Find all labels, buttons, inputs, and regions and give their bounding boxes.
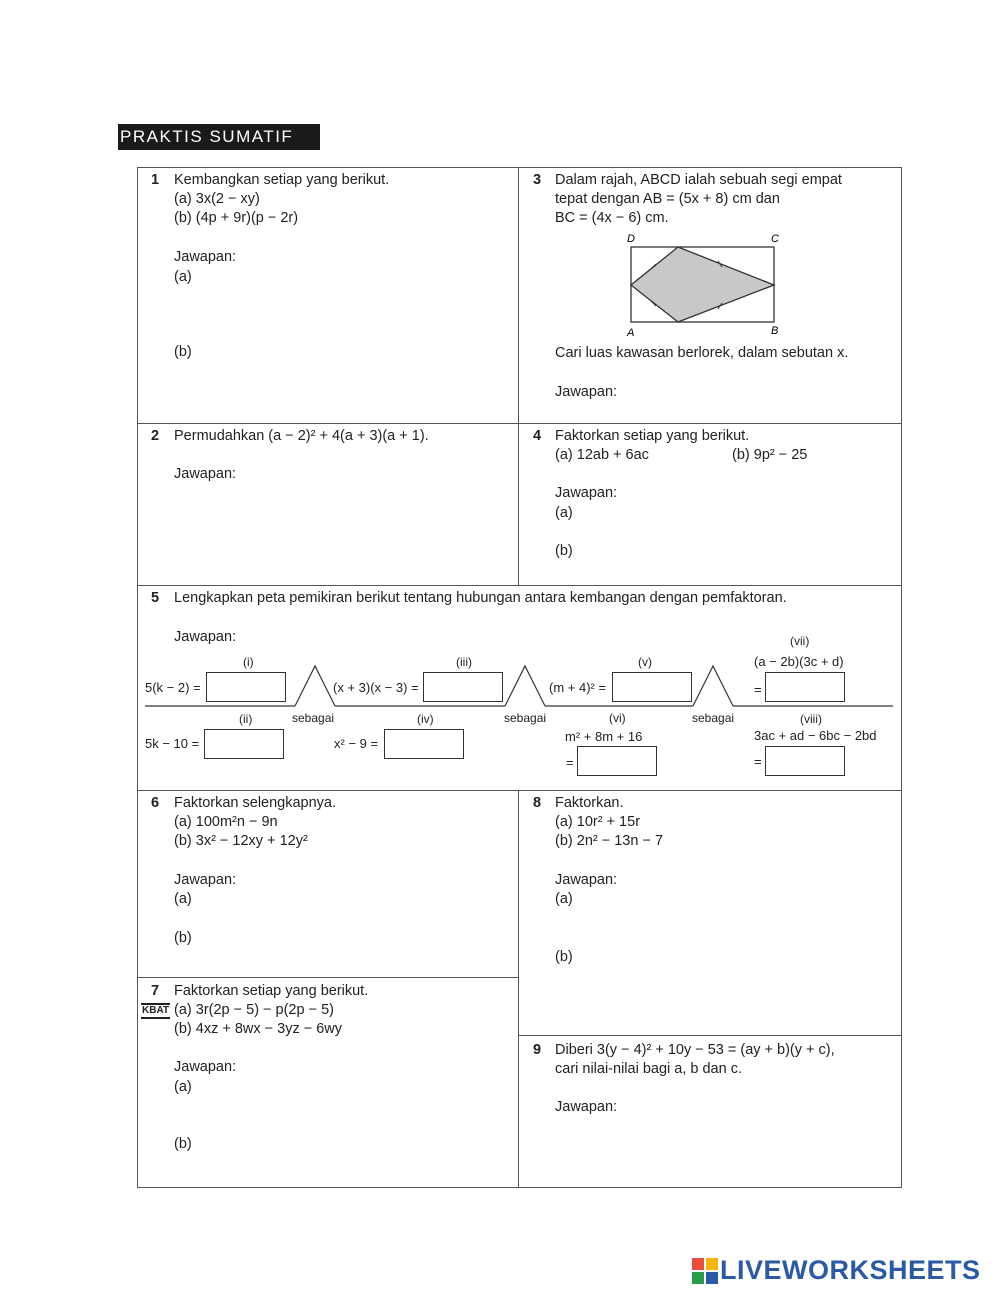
question-stem: Faktorkan setiap yang berikut. <box>174 983 369 999</box>
answer-label[interactable]: Jawapan: <box>555 1099 618 1115</box>
sebagai-label: sebagai <box>692 711 735 725</box>
answer-label[interactable]: Jawapan: <box>555 384 618 400</box>
question-number: 7 <box>151 983 160 999</box>
vertex-label-a: A <box>627 327 635 339</box>
question-number: 2 <box>151 428 160 444</box>
question-stem: cari nilai-nilai bagi a, b dan c. <box>555 1061 742 1077</box>
question-part-b: (b) 3x² − 12xy + 12y² <box>174 833 308 849</box>
box-label-vii: (vii) <box>790 634 810 648</box>
question-stem: Faktorkan setiap yang berikut. <box>555 428 750 444</box>
answer-box-iii[interactable] <box>423 672 503 702</box>
answer-label: Jawapan: <box>174 249 237 265</box>
expression-5: (m + 4)² = <box>549 680 607 695</box>
answer-label[interactable]: Jawapan: <box>174 466 237 482</box>
expression-4: x² − 9 = <box>334 736 379 751</box>
question-part-a: (a) 12ab + 6ac <box>555 447 649 463</box>
answer-box-ii[interactable] <box>204 729 284 759</box>
question-part-b: (b) (4p + 9r)(p − 2r) <box>174 210 299 226</box>
equals-sign: = <box>754 754 762 769</box>
question-number: 6 <box>151 795 160 811</box>
expression-8: 3ac + ad − 6bc − 2bd <box>754 728 877 743</box>
expression-3: (x + 3)(x − 3) = <box>333 680 419 695</box>
question-stem: BC = (4x − 6) cm. <box>555 210 669 226</box>
question-part-a: (a) 100m²n − 9n <box>174 814 278 830</box>
answer-box-vii[interactable] <box>765 672 845 702</box>
question-number: 4 <box>533 428 542 444</box>
shaded-kite <box>631 247 774 322</box>
answer-part-a[interactable]: (a) <box>555 891 573 907</box>
vertex-label-c: C <box>771 233 779 245</box>
answer-box-iv[interactable] <box>384 729 464 759</box>
question-stem: Permudahkan (a − 2)² + 4(a + 3)(a + 1). <box>174 428 429 444</box>
answer-part-b[interactable]: (b) <box>174 930 192 946</box>
box-label-iii: (iii) <box>456 655 472 669</box>
question-part-b: (b) 4xz + 8wx − 3yz − 6wy <box>174 1021 343 1037</box>
question-part-b: (b) 9p² − 25 <box>732 447 808 463</box>
question-stem: tepat dengan AB = (5x + 8) cm dan <box>555 191 780 207</box>
sebagai-label: sebagai <box>292 711 335 725</box>
divider <box>137 585 902 586</box>
box-label-i: (i) <box>243 655 254 669</box>
answer-box-vi[interactable] <box>577 746 657 776</box>
box-label-ii: (ii) <box>239 712 253 726</box>
sebagai-label: sebagai <box>504 711 547 725</box>
answer-part-a[interactable]: (a) <box>174 1079 192 1095</box>
box-label-v: (v) <box>638 655 652 669</box>
expression-1: 5(k − 2) = <box>145 680 201 695</box>
divider <box>137 790 902 791</box>
logo-text: LIVEWORKSHEETS <box>720 1255 981 1285</box>
answer-box-v[interactable] <box>612 672 692 702</box>
answer-part-b[interactable]: (b) <box>555 543 573 559</box>
question-ask: Cari luas kawasan berlorek, dalam sebutan x. <box>555 345 849 361</box>
answer-label: Jawapan: <box>174 872 237 888</box>
question-stem: Dalam rajah, ABCD ialah sebuah segi empat <box>555 172 842 188</box>
answer-part-b[interactable]: (b) <box>174 1136 192 1152</box>
answer-box-viii[interactable] <box>765 746 845 776</box>
question-number: 8 <box>533 795 542 811</box>
answer-label: Jawapan: <box>174 629 237 645</box>
question-stem: Faktorkan. <box>555 795 624 811</box>
question-stem: Lengkapkan peta pemikiran berikut tentang hubungan antara kembangan dengan pemfaktoran. <box>174 590 787 606</box>
kbat-badge: KBAT <box>141 1003 170 1019</box>
expression-2: 5k − 10 = <box>145 736 200 751</box>
expression-7: (a − 2b)(3c + d) <box>754 654 844 669</box>
answer-part-b[interactable]: (b) <box>555 949 573 965</box>
answer-label: Jawapan: <box>174 1059 237 1075</box>
question-stem: Kembangkan setiap yang berikut. <box>174 172 390 188</box>
question-part-a: (a) 3r(2p − 5) − p(2p − 5) <box>174 1002 334 1018</box>
divider <box>518 167 519 585</box>
vertex-label-d: D <box>627 233 635 245</box>
expression-6: m² + 8m + 16 <box>565 729 643 744</box>
section-banner: PRAKTIS SUMATIF <box>118 124 320 150</box>
question-stem: Faktorkan selengkapnya. <box>174 795 337 811</box>
box-label-iv: (iv) <box>417 712 434 726</box>
question-part-a: (a) 3x(2 − xy) <box>174 191 260 207</box>
answer-label: Jawapan: <box>555 872 618 888</box>
question-number: 9 <box>533 1042 542 1058</box>
divider <box>137 423 902 424</box>
answer-box-i[interactable] <box>206 672 286 702</box>
box-label-vi: (vi) <box>609 711 626 725</box>
answer-part-b[interactable]: (b) <box>174 344 192 360</box>
box-label-viii: (viii) <box>800 712 822 726</box>
liveworksheets-logo[interactable] <box>692 1255 981 1286</box>
question-part-a: (a) 10r² + 15r <box>555 814 641 830</box>
question-number: 1 <box>151 172 160 188</box>
answer-part-a[interactable]: (a) <box>174 269 192 285</box>
answer-part-a[interactable]: (a) <box>174 891 192 907</box>
divider <box>518 790 519 1188</box>
question-number: 5 <box>151 590 160 606</box>
question-stem: Diberi 3(y − 4)² + 10y − 53 = (ay + b)(y + c), <box>555 1042 835 1058</box>
equals-sign: = <box>754 682 762 697</box>
question-number: 3 <box>533 172 542 188</box>
divider <box>518 1035 902 1036</box>
question-part-b: (b) 2n² − 13n − 7 <box>555 833 664 849</box>
logo-icon <box>692 1258 718 1284</box>
equals-sign: = <box>566 755 574 770</box>
rectangle-diagram <box>620 230 790 340</box>
answer-label: Jawapan: <box>555 485 618 501</box>
answer-part-a[interactable]: (a) <box>555 505 573 521</box>
divider <box>137 977 518 978</box>
vertex-label-b: B <box>771 325 779 337</box>
